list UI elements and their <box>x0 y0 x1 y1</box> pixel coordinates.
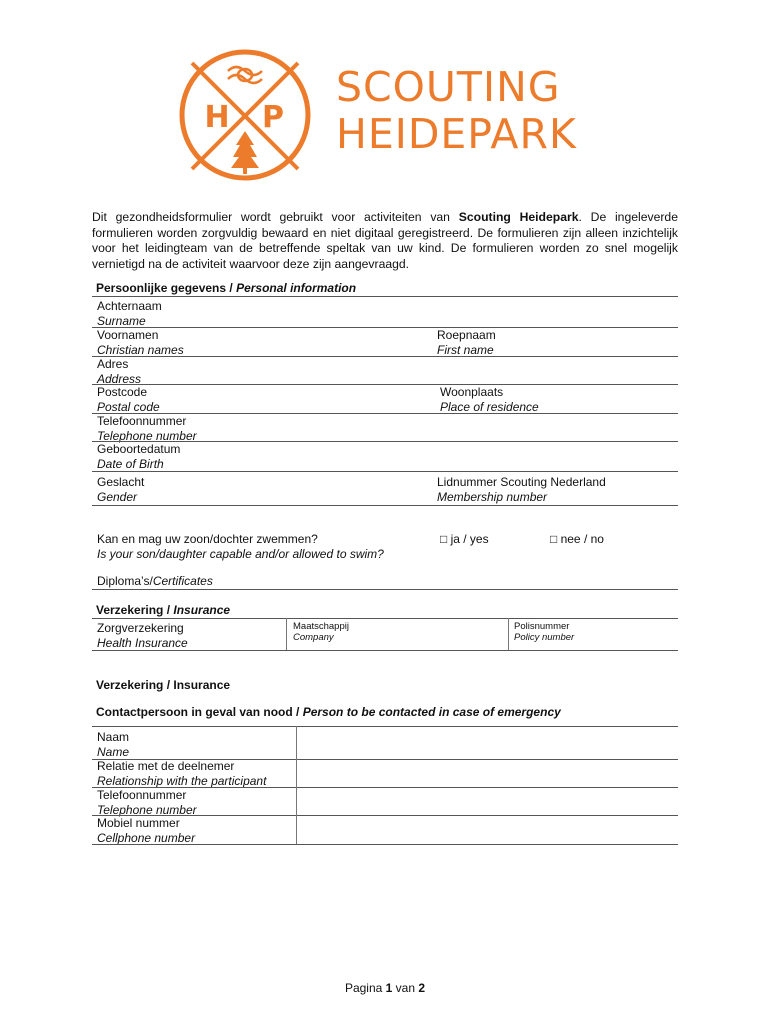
divider <box>92 356 678 357</box>
swim-yes-checkbox[interactable]: □ ja / yes <box>440 532 489 546</box>
personal-heading: Persoonlijke gegevens / Personal information <box>96 281 357 295</box>
contact-relation-field[interactable]: Relatie met de deelnemer Relationship with the participant <box>97 759 267 788</box>
contact-phone-field[interactable]: Telefoonnummer Telephone number <box>97 788 197 817</box>
brand-wordmark <box>336 64 577 158</box>
logo-letter-p: P <box>262 100 284 135</box>
gender-field[interactable]: Geslacht Gender <box>97 475 145 504</box>
divider <box>92 589 678 590</box>
divider <box>92 505 678 506</box>
insurance-heading: Verzekering / Insurance <box>96 603 231 617</box>
christian-names-field[interactable]: Voornamen Christian names <box>97 328 184 357</box>
divider <box>92 618 678 619</box>
insurance-heading-2: Verzekering / Insurance <box>96 678 231 692</box>
intro-bold: Scouting Heidepark <box>458 210 579 224</box>
contact-name-field[interactable]: Naam Name <box>97 730 130 759</box>
scouting-logo-icon <box>170 45 320 185</box>
column-divider <box>296 726 297 844</box>
first-name-field[interactable]: Roepnaam First name <box>437 328 496 357</box>
postal-code-field[interactable]: Postcode Postal code <box>97 385 160 414</box>
health-insurance-field[interactable]: Zorgverzekering Health Insurance <box>97 621 188 650</box>
divider <box>92 650 678 651</box>
telephone-field[interactable]: Telefoonnummer Telephone number <box>97 414 197 443</box>
intro-paragraph <box>92 210 678 272</box>
swim-question: Kan en mag uw zoon/dochter zwemmen? Is your son/daughter capable and/or allowed to swim? <box>97 532 384 561</box>
intro-text-2: . De ingeleverde formulieren worden zorgvuldig bewaard en niet digitaal geregistreerd. De formulieren zijn alleen inzichtelijk voor het leidingteam van de betreffende speltak van uw kind. De formulieren worden zo snel mogelijk vernietigd na de activiteit waarvoor deze zijn aangevraagd. <box>92 210 678 271</box>
divider <box>92 844 678 845</box>
divider <box>92 296 678 297</box>
swim-no-checkbox[interactable]: □ nee / no <box>550 532 604 546</box>
birth-date-field[interactable]: Geboortedatum Date of Birth <box>97 442 181 471</box>
intro-text-1: Dit gezondheidsformulier wordt gebruikt voor activiteiten van <box>92 210 459 224</box>
contact-heading: Contactpersoon in geval van nood / Person to be contacted in case of emergency <box>96 705 561 719</box>
diplomas-field[interactable]: Diploma’s/Certificates <box>97 574 213 588</box>
column-divider <box>508 618 509 650</box>
brand-line-2: HEIDEPARK <box>336 110 577 158</box>
column-divider <box>286 618 287 650</box>
divider <box>92 471 678 472</box>
brand-line-1: SCOUTING <box>336 63 561 111</box>
policy-number-field[interactable]: Polisnummer Policy number <box>514 621 575 643</box>
address-field[interactable]: Adres Address <box>97 357 142 386</box>
residence-field[interactable]: Woonplaats Place of residence <box>440 385 539 414</box>
insurance-company-field[interactable]: Maatschappij Company <box>293 621 349 643</box>
page-number: Pagina 1 van 2 <box>344 981 426 995</box>
surname-field[interactable]: Achternaam Surname <box>97 299 162 328</box>
logo-letter-h: H <box>204 100 230 135</box>
divider <box>92 384 678 385</box>
membership-field[interactable]: Lidnummer Scouting Nederland Membership number <box>437 475 606 504</box>
contact-mobile-field[interactable]: Mobiel nummer Cellphone number <box>97 816 196 845</box>
divider <box>92 726 678 727</box>
